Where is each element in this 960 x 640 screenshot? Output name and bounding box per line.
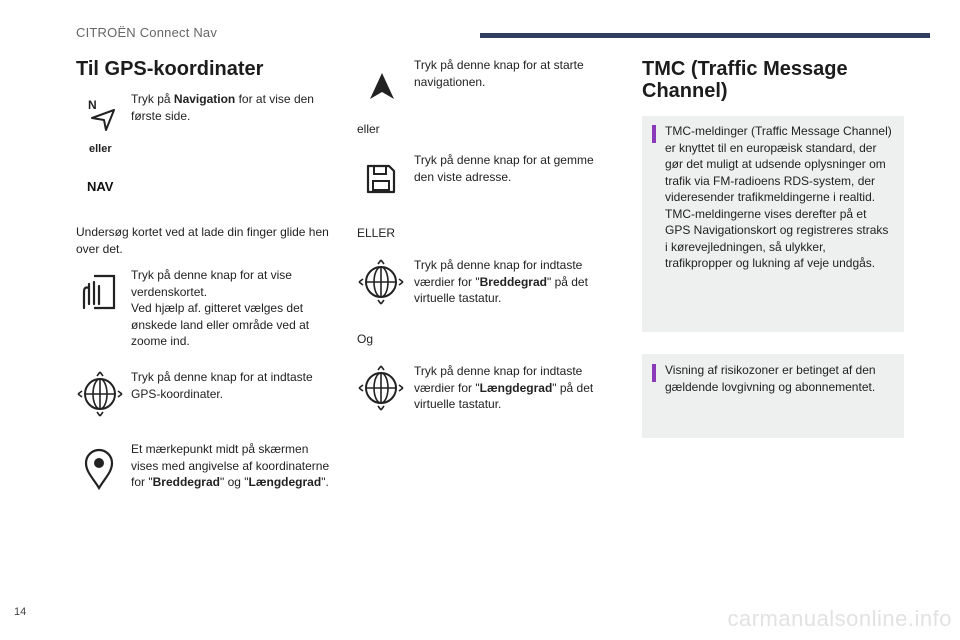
world-map-instruction: Tryk på denne knap for at vise verdenskortet. Ved hjælp af. gitteret vælges det ønskede land eller område ved at zoome ind. xyxy=(131,268,310,348)
info-marker xyxy=(652,125,656,143)
section-title-tmc: TMC (Traffic Message Channel) xyxy=(642,58,848,102)
hand-swipe-icon[interactable] xyxy=(80,272,118,312)
navigation-instruction: Tryk på Navigation for at vise den første side. xyxy=(131,92,314,123)
or-label-2: eller xyxy=(357,122,380,136)
gps-coordinates-instruction: Tryk på denne knap for at indtaste GPS-koordinater. xyxy=(131,370,313,401)
info-marker xyxy=(652,364,656,382)
section-title-gps: Til GPS-koordinater xyxy=(76,58,264,80)
navigation-arrow-icon[interactable] xyxy=(86,96,118,132)
tmc-info-text: TMC-meldinger (Traffic Message Channel) er knyttet til en europæisk standard, der gør det muligt at udsende oplysninger om trafik via FM-radioens RDS-system, der videresender trafikmeldingerne i realtid. TMC-meldingerne vises derefter på et GPS Navigationskort og registreres straks i kørevejledningen, så ulykker, trafikpropper og lukning af veje undgås. xyxy=(665,124,892,270)
longitude-instruction: Tryk på denne knap for indtaste værdier for "Længdegrad" på det virtuelle tastatur. xyxy=(414,364,594,411)
longitude-globe-icon[interactable] xyxy=(358,365,404,411)
or-label-3: ELLER xyxy=(357,226,396,240)
save-icon[interactable] xyxy=(365,163,397,195)
header-bar xyxy=(480,33,930,38)
page-number: 14 xyxy=(14,606,27,618)
coordinates-globe-icon[interactable] xyxy=(77,371,123,417)
latitude-globe-icon[interactable] xyxy=(358,259,404,305)
start-navigation-icon[interactable] xyxy=(366,70,398,102)
and-label: Og xyxy=(357,332,374,346)
header-title: CITROËN Connect Nav xyxy=(76,25,218,40)
latitude-instruction: Tryk på denne knap for indtaste værdier for "Breddegrad" på det virtuelle tastatur. xyxy=(414,258,588,305)
location-pin-icon xyxy=(84,448,114,490)
watermark: carmanualsonline.info xyxy=(727,606,952,631)
save-address-instruction: Tryk på denne knap for at gemme den viste adresse. xyxy=(414,153,594,184)
marker-description: Et mærkepunkt midt på skærmen vises med angivelse af koordinaterne for "Breddegrad" og "Længdegrad". xyxy=(131,442,330,489)
or-label: eller xyxy=(89,143,112,155)
nav-button-label[interactable]: NAV xyxy=(87,179,114,194)
svg-text:N: N xyxy=(88,98,97,112)
start-navigation-instruction: Tryk på denne knap for at starte navigationen. xyxy=(414,58,584,89)
risk-zones-text: Visning af risikozoner er betinget af den gældende lovgivning og abonnementet. xyxy=(665,363,876,394)
explore-map-text: Undersøg kortet ved at lade din finger glide hen over det. xyxy=(76,225,329,256)
